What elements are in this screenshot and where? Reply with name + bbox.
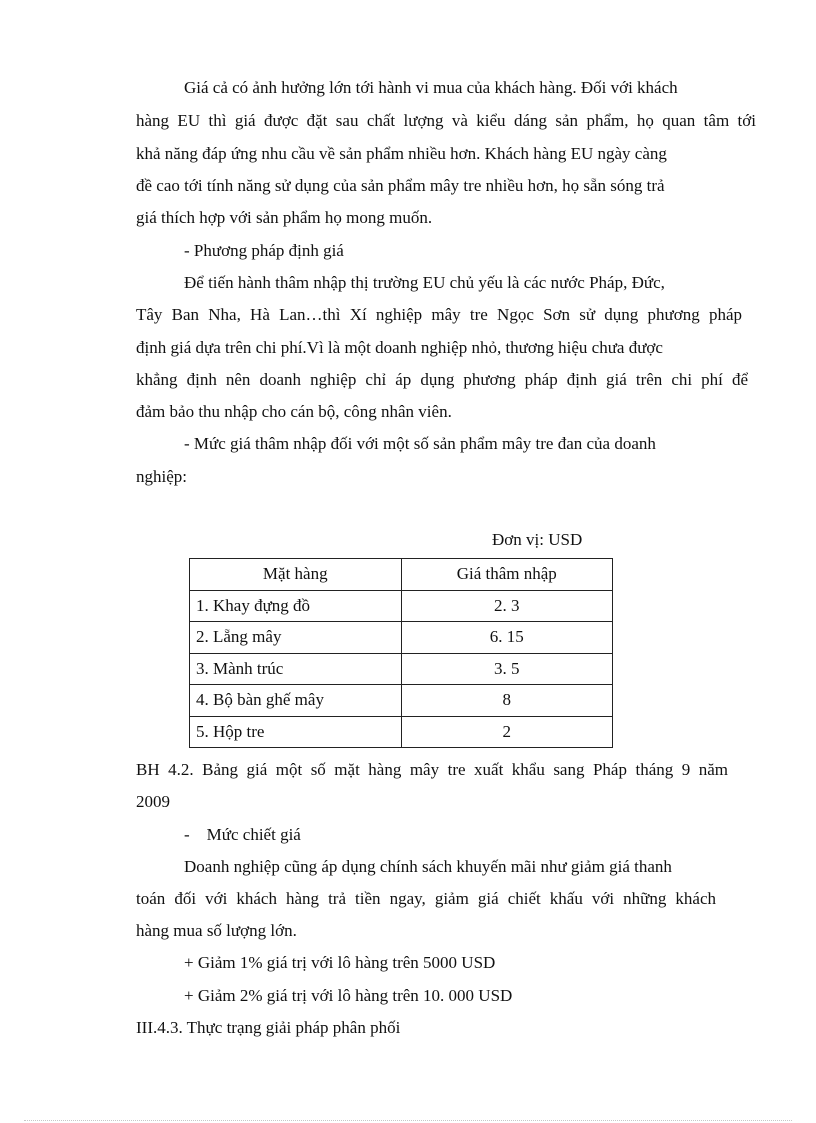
para1-line-5: giá thích hợp với sản phẩm họ mong muốn. [136,208,433,227]
discount-item: + Giảm 2% giá trị với lô hàng trên 10. 000 USD [184,986,513,1005]
para2-line-5: đảm bảo thu nhập cho cán bộ, công nhân viên. [136,402,452,421]
row-item-name: 3. Mành trúc [190,653,402,685]
table-row [190,685,613,717]
header-entry-price: Giá thâm nhập [401,559,613,591]
table-caption-line-2: 2009 [136,792,170,811]
heading-pricing-method: - Phương pháp định giá [184,241,344,260]
heading-entry-price-line-2: nghiệp: [136,467,187,486]
row-item-name: 4. Bộ bàn ghế mây [190,685,402,717]
para1-line-4: đề cao tới tính năng sử dụng của sản phẩm mây tre nhiều hơn, họ sẵn sóng trả [136,176,665,195]
row-item-name: 2. Lẵng mây [190,622,402,654]
para2-line-3: định giá dựa trên chi phí.Vì là một doanh nghiệp nhỏ, thương hiệu chưa được [136,338,663,357]
table-row [190,590,613,622]
para1-line-1: Giá cả có ảnh hưởng lớn tới hành vi mua của khách hàng. Đối với khách [184,78,678,97]
para2-line-4: khẳng định nên doanh nghiệp chỉ áp dụng phương pháp định giá trên chi phí để [136,370,748,389]
para3-line-3: hàng mua số lượng lớn. [136,921,297,940]
para3-line-2: toán đối với khách hàng trả tiền ngay, giảm giá chiết khấu với những khách [136,889,716,908]
para1-line-3: khả năng đáp ứng nhu cầu về sản phẩm nhiều hơn. Khách hàng EU ngày càng [136,144,667,163]
section-heading: III.4.3. Thực trạng giải pháp phân phối [136,1018,401,1037]
page-bottom-divider [24,1120,792,1121]
row-item-name: 5. Hộp tre [190,716,402,748]
para2-line-1: Để tiến hành thâm nhập thị trường EU chủ yếu là các nước Pháp, Đức, [184,273,665,292]
table-row [190,716,613,748]
discount-item: + Giảm 1% giá trị với lô hàng trên 5000 USD [184,953,496,972]
heading-entry-price-line-1: - Mức giá thâm nhập đối với một số sản phẩm mây tre đan của doanh [184,434,656,453]
row-item-name: 1. Khay đựng đồ [190,590,402,622]
row-item-price: 2. 3 [401,590,613,622]
unit-label: Đơn vị: USD [492,530,583,549]
price-table [189,558,613,748]
para1-line-2: hàng EU thì giá được đặt sau chất lượng và kiểu dáng sản phẩm, họ quan tâm tới [136,111,756,130]
row-item-price: 2 [401,716,613,748]
heading-discount: - Mức chiết giá [184,825,301,844]
row-item-price: 6. 15 [401,622,613,654]
row-item-price: 8 [401,685,613,717]
table-caption-line-1: BH 4.2. Bảng giá một số mặt hàng mây tre xuất khẩu sang Pháp tháng 9 năm [136,760,728,779]
row-item-price: 3. 5 [401,653,613,685]
header-item: Mặt hàng [190,559,402,591]
para2-line-2: Tây Ban Nha, Hà Lan…thì Xí nghiệp mây tre Ngọc Sơn sử dụng phương pháp [136,305,742,324]
table-row [190,653,613,685]
para3-line-1: Doanh nghiệp cũng áp dụng chính sách khuyến mãi như giảm giá thanh [184,857,672,876]
table-header-row [190,559,613,591]
table-row [190,622,613,654]
